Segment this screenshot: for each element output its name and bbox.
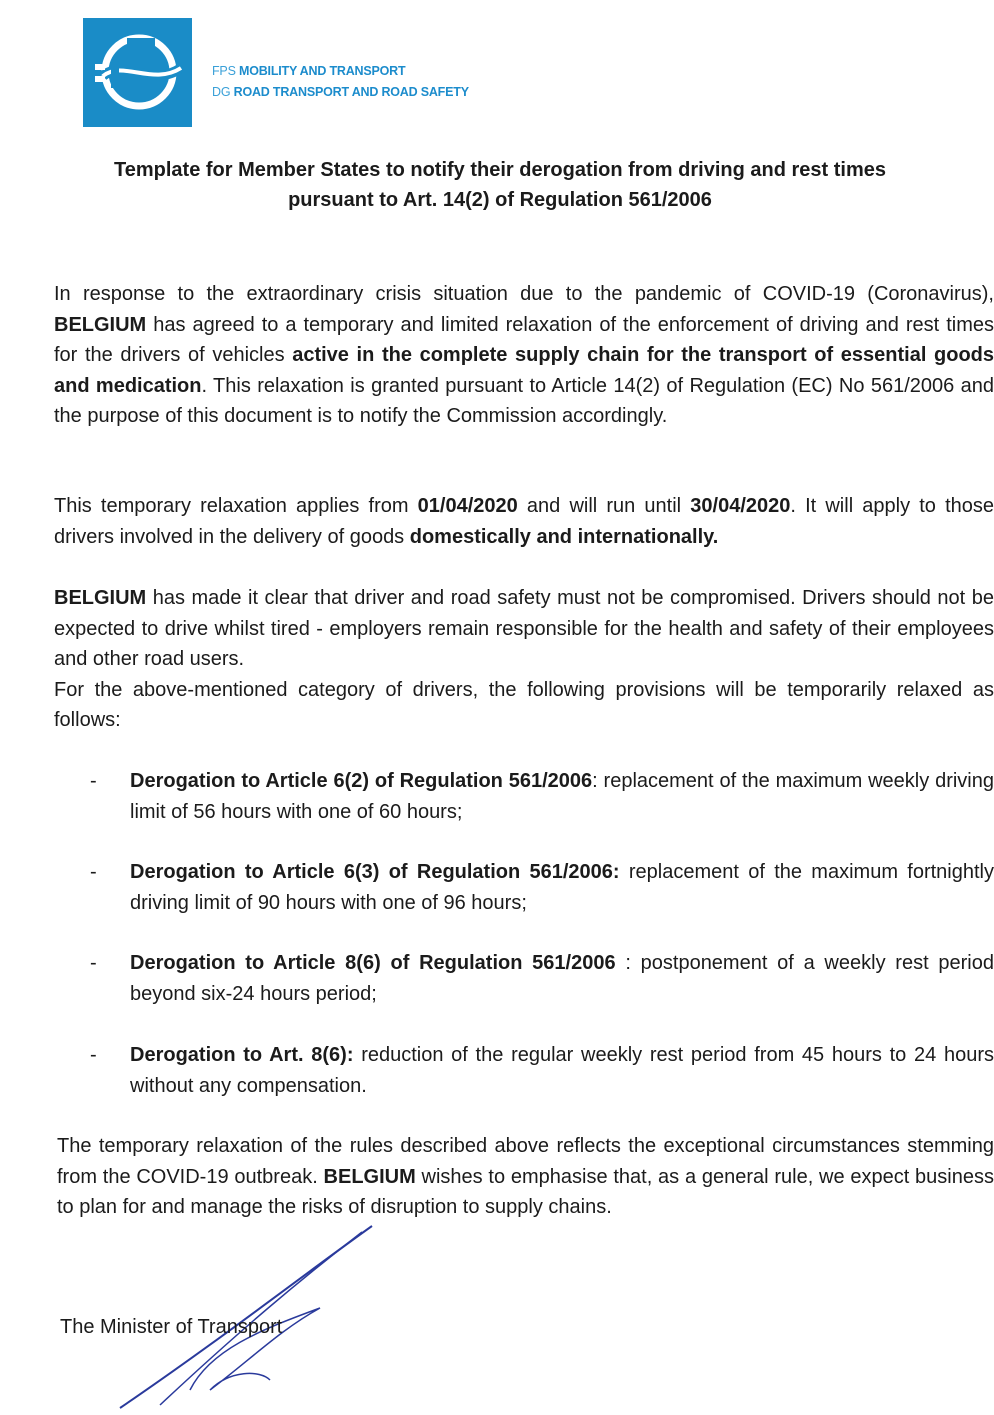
text: : replacement of the maximum weekly driving limit of 56 hours with one of 60 hours; [130,770,994,823]
text: wishes to emphasise that, as a general rule, we expect business to plan for and manage the risks of disruption to supply chains. [57,1165,994,1218]
text: . It will apply to those drivers involved in the delivery of goods [54,495,994,548]
bullet-dash: - [90,770,97,792]
paragraph-conclusion [57,1131,994,1223]
org-line-2: ROAD TRANSPORT AND ROAD SAFETY [233,85,469,99]
text: has agreed to a temporary and limited relaxation of the enforcement of driving and rest times for the drivers of vehicles [54,313,994,366]
bullet-dash: - [90,861,97,883]
text: . This relaxation is granted pursuant to Article 14(2) of Regulation (EC) No 561/2006 and the purpose of this document is to notify the Commission accordingly. [54,374,994,427]
signoff: The Minister of Transport [60,1316,283,1338]
text: For the above-mentioned category of drivers, the following provisions will be temporarily relaxed as follows: [54,678,994,731]
bold-text: Derogation to Article 6(2) of Regulation 561/2006 [130,770,593,792]
paragraph-safety [54,583,994,736]
org-line-1: MOBILITY AND TRANSPORT [238,64,406,78]
bold-text: Derogation to Art. 8(6): [130,1044,354,1066]
organization-name [212,61,469,103]
text: : postponement of a weekly rest period beyond six-24 hours period; [130,952,994,1005]
paragraph-period [54,491,994,552]
bullet-dash: - [90,952,97,974]
bold-text: BELGIUM [54,313,147,336]
text: and will run until [517,495,691,517]
text: replacement of the maximum fortnightly driving limit of 90 hours with one of 96 hours; [130,861,994,914]
bold-text: active in the complete supply chain for the transport of essential goods and medication [54,344,994,397]
text: In response to the extraordinary crisis situation due to the pandemic of COVID-19 (Coronavirus), [54,283,994,305]
paragraph-intro [54,279,994,432]
title-line-2: pursuant to Art. 14(2) of Regulation 561/2006 [288,189,712,211]
bold-text: Derogation to Article 8(6) of Regulation 561/2006 [130,952,616,974]
text: has made it clear that driver and road safety must not be compromised. Drivers should not be expected to drive whilst tired - employers remain responsible for the health and safety of their employees and other road users. [54,587,994,670]
title-line-1: Template for Member States to notify their derogation from driving and rest times [114,159,886,181]
document-title [60,155,940,215]
bold-text: Derogation to Article 6(3) of Regulation 561/2006: [130,861,620,883]
bold-text: domestically and internationally. [409,525,719,548]
text: reduction of the regular weekly rest period from 45 hours to 24 hours without any compensation. [130,1044,994,1097]
org-prefix: DG [212,85,234,99]
start-date: 01/04/2020 [417,495,518,517]
text: The temporary relaxation of the rules described above reflects the exceptional circumstances stemming from the COVID-19 outbreak. [57,1135,994,1188]
end-date: 30/04/2020 [690,495,791,517]
fps-mobility-logo-icon [83,18,192,127]
text: This temporary relaxation applies from [54,495,418,517]
bullet-dash: - [90,1044,97,1066]
bold-text: BELGIUM [323,1165,416,1188]
org-prefix: FPS [212,64,239,78]
bold-text: BELGIUM [54,587,147,609]
